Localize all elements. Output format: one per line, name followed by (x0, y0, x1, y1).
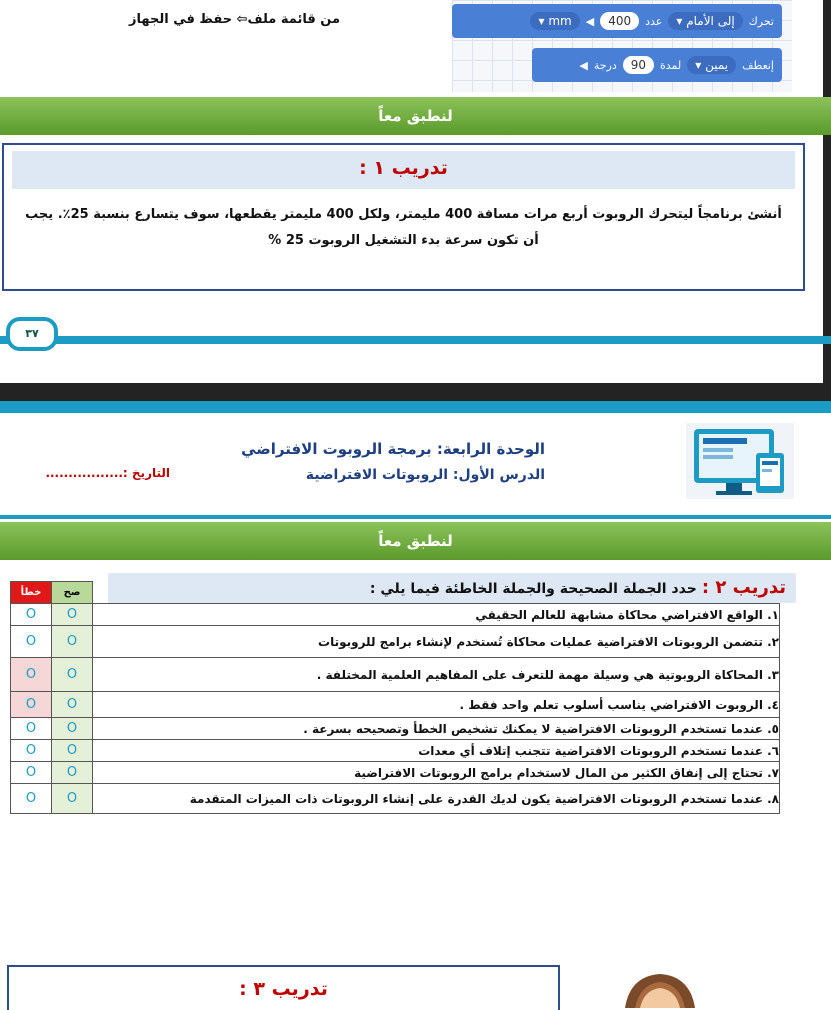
right-radio[interactable]: O (52, 692, 93, 718)
turn-block[interactable] (532, 48, 782, 82)
exercise3-title: تدريب ٣ : (239, 978, 328, 1000)
exercise2-label: تدريب ٢ : (701, 577, 786, 598)
move-block[interactable] (452, 4, 782, 38)
distance-input[interactable]: 400 (600, 12, 639, 30)
page-number: ٣٧ (6, 317, 58, 351)
section-bar-label: لنطبق معاً (378, 532, 453, 550)
section-bar-label: لنطبق معاً (378, 107, 453, 125)
table-row (11, 762, 780, 784)
degrees-unit: درجة (593, 58, 617, 72)
date-field: التاريخ :................. (45, 466, 170, 480)
move-label: تحرك (748, 14, 774, 28)
computer-icon (686, 423, 794, 499)
degrees-input[interactable]: 90 (623, 56, 654, 74)
statement: ١. الواقع الافتراضي محاكاة مشابهة للعالم الحقيقي (93, 604, 780, 626)
table-row (11, 658, 780, 692)
wrong-radio[interactable]: O (11, 762, 52, 784)
right-radio[interactable]: O (52, 784, 93, 814)
exercise1-body: أنشئ برنامجاً ليتحرك الروبوت أربع مرات مسافة 400 مليمتر، ولكل 400 مليمتر يقطعها، سوف يتسارع بنسبة 25٪. يجب أن تكون سرعة بدء التشغيل الروبوت 25 % (25, 207, 782, 248)
table-row (11, 692, 780, 718)
wrong-radio[interactable]: O (11, 626, 52, 658)
right-radio[interactable]: O (52, 626, 93, 658)
right-column-header: صح (52, 582, 93, 604)
count-label: عدد (645, 14, 663, 28)
right-radio[interactable]: O (52, 718, 93, 740)
unit-value: mm (548, 14, 572, 28)
unit-title: الوحدة الرابعة: برمجة الروبوت الافتراضي (241, 440, 545, 458)
save-instruction: من قائمة ملف⇦ حفظ في الجهاز (129, 12, 340, 27)
left-arrow-icon: ◀ (579, 58, 588, 72)
table-header-row (11, 582, 780, 604)
statement: ٥. عندما تستخدم الروبوتات الافتراضية لا يمكنك تشخيص الخطأ وتصحيحه بسرعة . (93, 718, 780, 740)
header-spacer (93, 582, 780, 604)
wrong-column-header: خطأ (11, 582, 52, 604)
wrong-radio[interactable]: O (11, 604, 52, 626)
statement: ٤. الروبوت الافتراضي يناسب أسلوب تعلم واحد فقط . (93, 692, 780, 718)
page-separator (0, 383, 831, 401)
unit-dropdown[interactable]: mm ▾ (530, 12, 579, 30)
left-arrow-icon: ◀ (585, 14, 595, 28)
page-edge (823, 0, 831, 383)
section-bar (0, 97, 831, 135)
right-radio[interactable]: O (52, 762, 93, 784)
turn-label: إنعطف (742, 58, 774, 72)
statement: ٨. عندما تستخدم الروبوتات الافتراضية يكون لديك القدرة على إنشاء الروبوتات ذات الميزات المتقدمة (93, 784, 780, 814)
table-row (11, 604, 780, 626)
right-radio[interactable]: O (52, 658, 93, 692)
turn-direction-value: يمين (705, 58, 729, 72)
exercise2-instruction: حدد الجملة الصحيحة والجملة الخاطئة فيما يلي : (369, 581, 697, 597)
wrong-radio[interactable]: O (11, 784, 52, 814)
footer-line (0, 336, 831, 344)
wrong-radio[interactable]: O (11, 740, 52, 762)
true-false-table (10, 581, 780, 814)
wrong-radio[interactable]: O (11, 718, 52, 740)
lesson-title: الدرس الأول: الروبوتات الافتراضية (305, 467, 545, 483)
statement: ٧. تحتاج إلى إنفاق الكثير من المال لاستخدام برامج الروبوتات الافتراضية (93, 762, 780, 784)
wrong-radio[interactable]: O (11, 692, 52, 718)
table-row (11, 626, 780, 658)
table-row (11, 740, 780, 762)
exercise1-title: تدريب ١ : (359, 157, 448, 179)
direction-dropdown[interactable]: إلى الأمام ▾ (668, 12, 742, 30)
section-bar (0, 522, 831, 560)
table-row (11, 718, 780, 740)
student-avatar-icon (610, 968, 710, 1008)
table-row (11, 784, 780, 814)
statement: ٦. عندما تستخدم الروبوتات الافتراضية تتجنب إتلاف أي معدات (93, 740, 780, 762)
direction-value: إلى الأمام (686, 14, 735, 28)
statement: ٢. تتضمن الروبوتات الافتراضية عمليات محاكاة تُستخدم لإنشاء برامج للروبوتات (93, 626, 780, 658)
statement: ٣. المحاكاة الروبوتية هي وسيلة مهمة للتعرف على المفاهيم العلمية المختلفة . (93, 658, 780, 692)
header-bar (0, 401, 831, 413)
code-blocks (452, 0, 792, 92)
right-radio[interactable]: O (52, 740, 93, 762)
header-separator (0, 515, 831, 519)
right-radio[interactable]: O (52, 604, 93, 626)
wrong-radio[interactable]: O (11, 658, 52, 692)
duration-label: لمدة (660, 58, 682, 72)
turn-direction-dropdown[interactable]: يمين ▾ (687, 56, 736, 74)
